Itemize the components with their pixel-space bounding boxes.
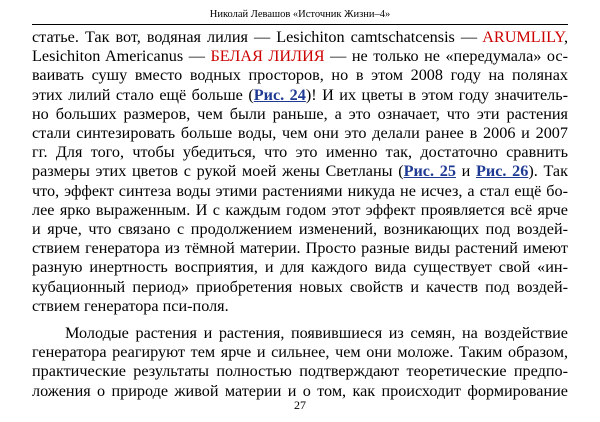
text-line: стали синтезировать больше воды, чем они это делали ранее в 2006 и 2007 [32,124,568,143]
text-line: Lesichiton Americanus — БЕЛАЯ ЛИЛИЯ — не только не «передумала» ос- [32,47,568,66]
text-line: практические результаты полностью подтверждают теоретические предпо- [32,362,568,381]
page-body [32,28,568,401]
figure-link-25[interactable]: Рис. 25 [403,162,456,181]
text-line: что, эффект синтеза воды этими растениями никуда не исчез, а стал ещё бо- [32,181,568,200]
paragraph-gap [32,316,568,324]
text-line: но больших размеров, чем были раньше, а это означает, что эти растения [32,104,568,123]
text-line: этих лилий стало ещё больше (Рис. 24)! И их цветы в этом году значитель- [32,85,568,104]
text-line: Молодые растения и растения, появившиеся из семян, на воздействие [65,324,568,343]
text-line: разную инертность восприятия, и для каждого вида существует свой «ин- [32,258,568,277]
page-footer [0,398,600,413]
text-line: гг. Для того, чтобы убедиться, что это именно так, достаточно сравнить [32,143,568,162]
text-line: и ярче, что связано с продолжением изменений, возникающих под воздей- [32,220,568,239]
text-line: кубационный период» приобретения новых свойств и качеств под воздей- [32,277,568,296]
text-line: лее ярко выраженным. И с каждым годом этот эффект проявляется всё ярче [32,200,568,219]
text-line: ложения о природе живой материи и о том, как происходит формирование [32,381,568,400]
text-line: ствием генератора из тёмной материи. Просто разные виды растений имеют [32,239,568,258]
text-line: статье. Так вот, водяная лилия — Lesichiton camtschatcensis — ARUMLILY, [32,28,568,46]
text-line: генератора реагируют тем ярче и сильнее, чем они моложе. Таким образом, [32,343,568,362]
highlight-arumlily: ARUMLILY [482,28,564,46]
page-number: 27 [294,398,306,412]
figure-link-26[interactable]: Рис. 26 [475,162,529,181]
figure-link-24[interactable]: Рис. 24 [253,85,306,104]
running-header [32,8,568,25]
highlight-white-lily: БЕЛАЯ ЛИЛИЯ [210,47,325,66]
text-line: ствием генератора пси-поля. [32,296,229,315]
text-line: ваивать сушу вместо водных просторов, но в этом 2008 году на полянах [32,66,568,85]
running-title: Николай Левашов «Источник Жизни–4» [209,9,391,20]
text-line: размеры этих цветов с рукой моей жены Светланы (Рис. 25 и Рис. 26). Так [32,162,568,181]
